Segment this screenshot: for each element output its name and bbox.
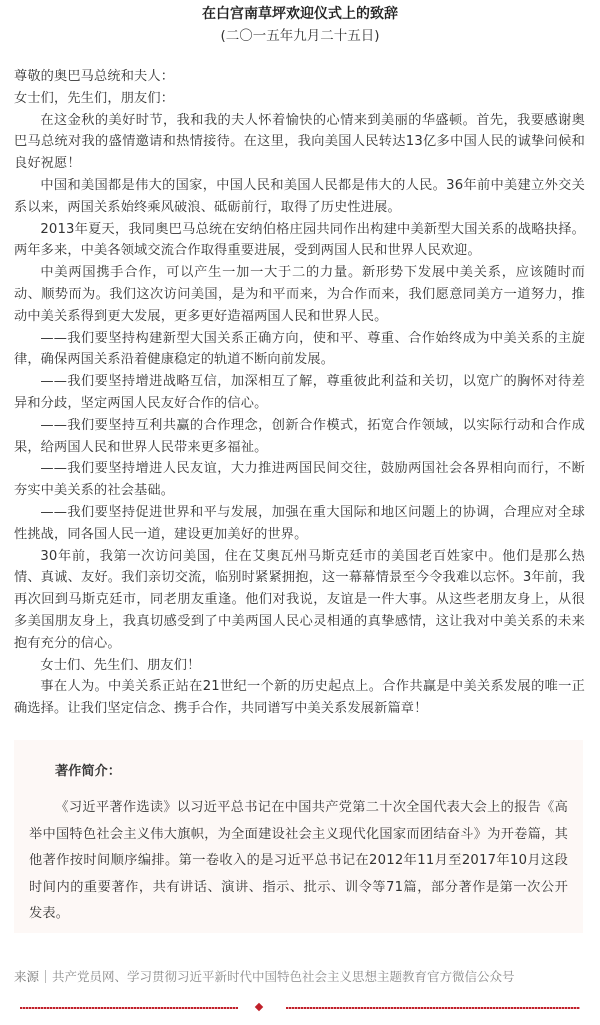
divider-line-right	[286, 1007, 580, 1009]
paragraph: 中美两国携手合作，可以产生一加一大于二的力量。新形势下发展中美关系，应该随时而动、顺势而为。我们这次访问美国，是为和平而来，为合作而来，我们愿意同美方一道努力，推动中美关系得到更大发展，更多更好造福两国人民和世界人民。	[14, 265, 585, 324]
article-date: (二〇一五年九月二十五日)	[220, 28, 380, 44]
source-label: 来源	[14, 969, 40, 984]
salutation: 女士们，先生们，朋友们：	[14, 90, 175, 106]
salutation: 尊敬的奥巴马总统和夫人：	[14, 69, 175, 84]
paragraph: 在这金秋的美好时节，我和我的夫人怀着愉快的心情来到美丽的华盛顿。首先，我要感谢奥巴马总统对我的盛情邀请和热情接待。在这里，我向美国人民转达13亿多中国人民的诚挚问候和良好祝愿！	[14, 112, 585, 172]
source-separator	[45, 970, 46, 983]
diamond-icon	[255, 1003, 263, 1011]
footer-divider	[20, 1004, 580, 1012]
paragraph: ——我们要坚持增进人民友谊，大力推进两国民间交往，鼓励两国社会各界相向而行，不断夯实中美关系的社会基础。	[14, 461, 585, 499]
paragraph: ——我们要坚持增进战略互信，加深相互了解，尊重彼此利益和关切，以宽广的胸怀对待差异和分歧，坚定两国人民友好合作的信心。	[14, 374, 585, 411]
book-intro-box	[14, 740, 583, 933]
source-text: 共产党员网、学习贯彻习近平新时代中国特色社会主义思想主题教育官方微信公众号	[52, 969, 515, 984]
speech-body	[14, 66, 585, 720]
paragraph: ——我们要坚持促进世界和平与发展，加强在重大国际和地区问题上的协调，合理应对全球性挑战，同各国人民一道，建设更加美好的世界。	[14, 504, 585, 542]
article-title: 在白宫南草坪欢迎仪式上的致辞	[202, 6, 398, 22]
paragraph: ——我们要坚持构建新型大国关系正确方向，使和平、尊重、合作始终成为中美关系的主旋律，确保两国关系沿着健康稳定的轨道不断向前发展。	[14, 330, 585, 368]
paragraph: 2013年夏天，我同奥巴马总统在安纳伯格庄园共同作出构建中美新型大国关系的战略抉择。两年多来，中美各领域交流合作取得重要进展，受到两国人民和世界人民欢迎。	[14, 221, 585, 259]
paragraph: 30年前，我第一次访问美国，住在艾奥瓦州马斯克廷市的美国老百姓家中。他们是那么热情、真诚、友好。我们亲切交流，临别时紧紧拥抱，这一幕幕情景至今令我难以忘怀。3年前，我再次回到马斯克廷市，同老朋友重逢。他们对我说，友谊是一件大事。从这些老朋友身上，从很多美国朋友身上，我真切感受到了中美两国人民心灵相通的真挚感情，这让我对中美关系的未来抱有充分的信心。	[14, 548, 585, 651]
source-line	[14, 968, 515, 986]
paragraph: 事在人为。中美关系正站在21世纪一个新的历史起点上。合作共赢是中美关系发展的唯一正确选择。让我们坚定信念、携手合作，共同谱写中美关系发展新篇章！	[14, 679, 585, 717]
paragraph: 女士们、先生们、朋友们！	[40, 657, 201, 673]
paragraph: 中国和美国都是伟大的国家，中国人民和美国人民都是伟大的人民。36年前中美建立外交关系以来，两国关系始终乘风破浪、砥砺前行，取得了历史性进展。	[14, 177, 585, 215]
paragraph: ——我们要坚持互利共赢的合作理念，创新合作模式，拓宽合作领域，以实际行动和合作成果，给两国人民和世界人民带来更多福祉。	[14, 417, 585, 455]
intro-heading: 著作简介：	[55, 764, 121, 779]
divider-line-left	[20, 1007, 238, 1009]
intro-body: 《习近平著作选读》以习近平总书记在中国共产党第二十次全国代表大会上的报告《高举中国特色社会主义伟大旗帜，为全面建设社会主义现代化国家而团结奋斗》为开卷篇，其他著作按时间顺序编排。第一卷收入的是习近平总书记在2012年11月至2017年10月这段时间内的重要著作，共有讲话、演讲、指示、批示、训令等71篇，部分著作是第一次公开发表。	[29, 800, 568, 922]
